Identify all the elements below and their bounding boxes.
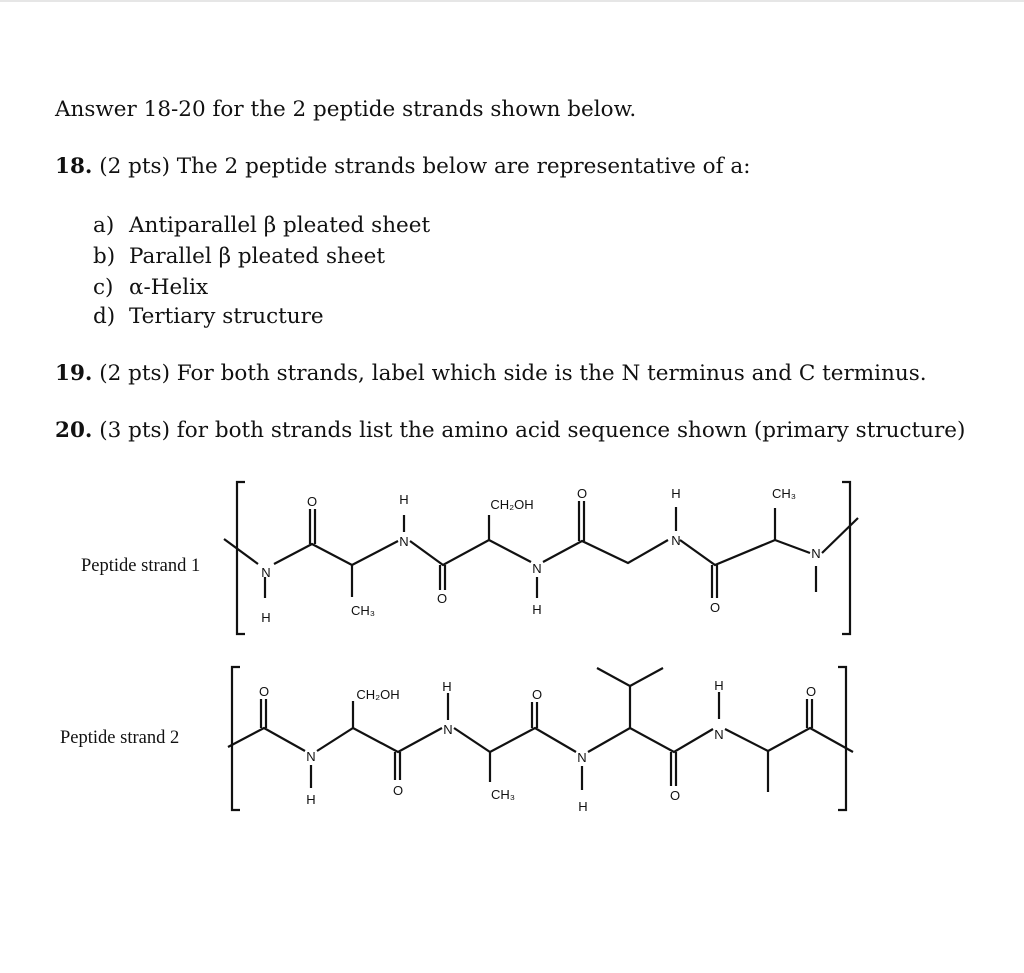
hydrogen-label: H bbox=[578, 799, 588, 814]
left-bracket bbox=[237, 482, 245, 634]
oxygen-label: O bbox=[258, 684, 270, 699]
oxygen-label: O bbox=[306, 494, 318, 509]
nitrogen-label: N bbox=[261, 565, 271, 580]
hydrogen-label: H bbox=[399, 492, 409, 507]
peptide-strand-1 bbox=[224, 482, 858, 634]
question-number: 19. bbox=[55, 361, 93, 386]
option-letter: c) bbox=[93, 275, 114, 300]
hydrogen-label: H bbox=[442, 679, 452, 694]
nitrogen-label: N bbox=[811, 546, 821, 561]
hydrogen-label: H bbox=[532, 602, 542, 617]
option-text: Tertiary structure bbox=[129, 304, 324, 329]
option-text: α-Helix bbox=[129, 275, 209, 300]
nitrogen-label: N bbox=[443, 722, 453, 737]
oxygen-label: O bbox=[576, 486, 588, 501]
methyl-label: CH₃ bbox=[350, 603, 376, 618]
question-text: (2 pts) For both strands, label which side is the N terminus and C terminus. bbox=[99, 361, 927, 386]
hydroxymethyl-label: CH₂OH bbox=[490, 497, 534, 512]
oxygen-label: O bbox=[709, 600, 721, 615]
oxygen-label: O bbox=[436, 591, 448, 606]
nitrogen-label: N bbox=[714, 727, 724, 742]
option-letter: a) bbox=[93, 213, 115, 238]
methyl-label: CH₃ bbox=[771, 486, 797, 501]
right-bracket bbox=[842, 482, 850, 634]
nitrogen-label: N bbox=[532, 561, 542, 576]
oxygen-label: O bbox=[669, 788, 681, 803]
intro-text: Answer 18-20 for the 2 peptide strands shown below. bbox=[55, 97, 637, 122]
strand-1-label: Peptide strand 1 bbox=[81, 556, 201, 576]
option-letter: b) bbox=[93, 244, 116, 269]
option-text: Parallel β pleated sheet bbox=[129, 244, 385, 269]
peptide-strand-2 bbox=[228, 667, 853, 814]
right-bracket bbox=[838, 667, 846, 810]
option-letter: d) bbox=[93, 304, 116, 329]
hydroxymethyl-label: CH₂OH bbox=[356, 687, 400, 702]
methyl-label: CH₃ bbox=[490, 787, 516, 802]
option-text: Antiparallel β pleated sheet bbox=[129, 213, 431, 238]
oxygen-label: O bbox=[531, 687, 543, 702]
question-number: 18. bbox=[55, 154, 93, 179]
hydrogen-label: H bbox=[714, 678, 724, 693]
question-number: 20. bbox=[55, 418, 93, 443]
hydrogen-label: H bbox=[306, 792, 316, 807]
oxygen-label: O bbox=[805, 684, 817, 699]
nitrogen-label: N bbox=[306, 749, 316, 764]
question-text: (2 pts) The 2 peptide strands below are representative of a: bbox=[99, 154, 751, 179]
strand-2-label: Peptide strand 2 bbox=[60, 728, 180, 748]
question-text: (3 pts) for both strands list the amino acid sequence shown (primary structure) bbox=[99, 418, 966, 443]
hydrogen-label: H bbox=[261, 610, 271, 625]
oxygen-label: O bbox=[392, 783, 404, 798]
nitrogen-label: N bbox=[577, 750, 587, 765]
left-bracket bbox=[232, 667, 240, 810]
hydrogen-label: H bbox=[671, 486, 681, 501]
nitrogen-label: N bbox=[399, 534, 409, 549]
nitrogen-label: N bbox=[671, 533, 681, 548]
